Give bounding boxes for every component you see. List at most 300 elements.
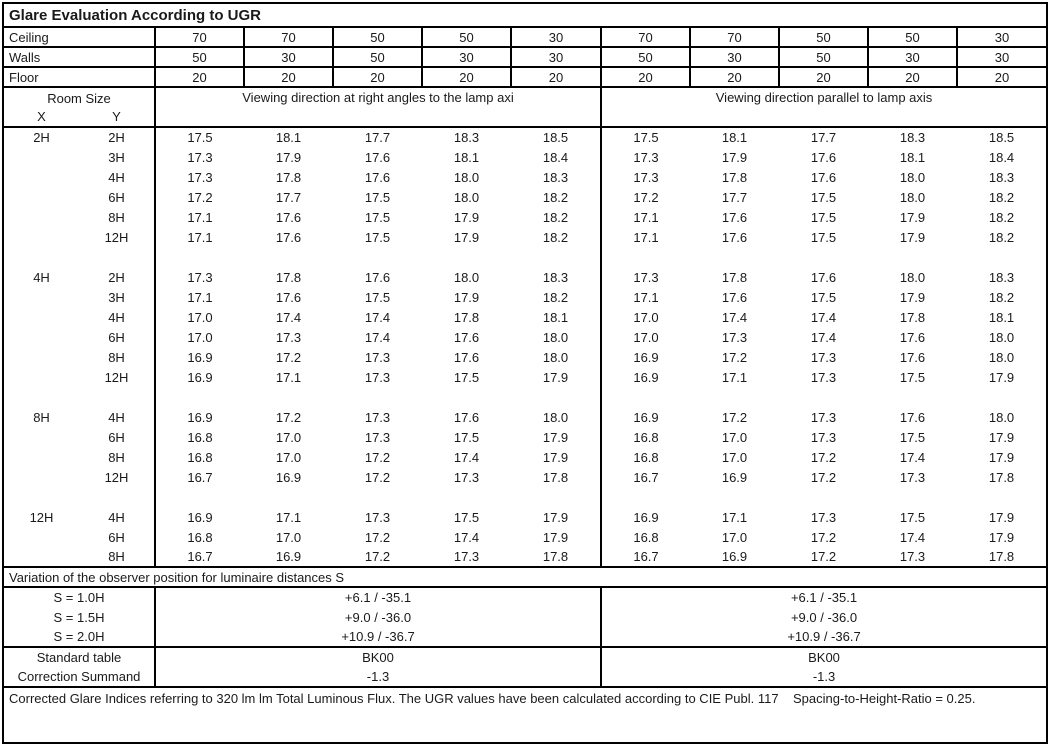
- room-y-label: 4H: [79, 407, 155, 427]
- reflectance-row: [3, 67, 1047, 87]
- spacer-cell: [3, 247, 155, 267]
- ugr-value-cell: 17.3: [810, 409, 837, 425]
- variation-heading-section: [3, 567, 1047, 587]
- ugr-value-cell: 17.8: [453, 309, 480, 325]
- reflectance-value-cell: 70: [601, 27, 690, 47]
- ugr-value-cell: 17.6: [721, 229, 748, 245]
- ugr-value-cell: 17.3: [810, 509, 837, 525]
- ugr-value-cell: 17.0: [633, 329, 659, 345]
- ugr-value-cell: 17.6: [364, 149, 391, 165]
- ugr-value-cell: 16.9: [275, 469, 302, 485]
- ugr-value-cell: 18.2: [988, 189, 1015, 205]
- ugr-value-cell: 17.2: [721, 349, 748, 365]
- ugr-value-cell: 17.9: [899, 229, 926, 245]
- ugr-value-cell: 17.3: [364, 369, 391, 385]
- summary-label: Correction Summand: [3, 667, 155, 687]
- room-y-label: 8H: [79, 547, 155, 567]
- room-x-label: 8H: [33, 409, 50, 425]
- ugr-value-cell: 18.0: [453, 169, 480, 185]
- room-y-label: 6H: [79, 327, 155, 347]
- ugr-value-cell: 17.2: [810, 549, 837, 564]
- ugr-value-cell: 17.9: [988, 369, 1015, 385]
- ugr-value-cell: 17.3: [633, 269, 659, 285]
- ugr-value-cell: 17.9: [275, 149, 302, 165]
- ugr-value-cell: 18.0: [453, 189, 480, 205]
- room-y-label: 4H: [79, 167, 155, 187]
- reflectance-value-cell: 30: [957, 47, 1047, 67]
- ugr-value-cell: 17.1: [633, 209, 659, 225]
- ugr-values-section: [3, 127, 1047, 567]
- room-y-label: 2H: [79, 127, 155, 147]
- ugr-value-cell: 17.5: [364, 289, 391, 305]
- ugr-value-cell: 17.3: [453, 549, 480, 564]
- title-section: [3, 3, 1047, 27]
- summary-value: -1.3: [601, 667, 1047, 687]
- ugr-value-cell: 17.9: [453, 209, 480, 225]
- reflectance-value-cell: 30: [957, 27, 1047, 47]
- ugr-value-cell: 17.3: [187, 169, 213, 185]
- ugr-value-cell: 18.1: [899, 149, 926, 165]
- ugr-value-cell: 17.0: [721, 529, 748, 545]
- reflectance-row: [3, 47, 1047, 67]
- reflectance-value-cell: 50: [333, 47, 422, 67]
- reflectance-value-cell: 20: [690, 67, 779, 87]
- ugr-row: [3, 227, 1047, 247]
- ugr-row: [3, 127, 1047, 147]
- ugr-value-cell: 17.9: [511, 507, 601, 527]
- room-y-label: 6H: [79, 527, 155, 547]
- ugr-value-cell: 17.1: [633, 229, 659, 245]
- spacer-row: [3, 387, 1047, 407]
- page-title: Glare Evaluation According to UGR: [3, 3, 1047, 27]
- reflectance-value-cell: 30: [244, 47, 333, 67]
- room-y-label: 12H: [79, 367, 155, 387]
- ugr-value-cell: 17.2: [633, 189, 659, 205]
- ugr-value-cell: 17.3: [187, 269, 213, 285]
- summary-row: [3, 647, 1047, 667]
- ugr-value-cell: 17.9: [988, 529, 1015, 545]
- ugr-value-cell: 17.0: [275, 529, 302, 545]
- ugr-value-cell: 18.0: [988, 409, 1015, 425]
- ugr-value-cell: 17.6: [364, 169, 391, 185]
- left-section-heading: Viewing direction at right angles to the lamp axi: [155, 87, 601, 127]
- reflectance-value-cell: 70: [244, 27, 333, 47]
- ugr-value-cell: 17.9: [511, 427, 601, 447]
- s-variation-value: +6.1 / -35.1: [155, 587, 601, 607]
- ugr-value-cell: 18.2: [988, 289, 1015, 305]
- room-y-label: 3H: [79, 287, 155, 307]
- ugr-value-cell: 17.3: [364, 349, 391, 365]
- ugr-value-cell: 16.9: [187, 369, 213, 385]
- ugr-value-cell: 17.9: [899, 209, 926, 225]
- ugr-value-cell: 17.3: [187, 149, 213, 165]
- ugr-value-cell: 16.7: [187, 469, 213, 485]
- reflectance-value-cell: 20: [511, 67, 601, 87]
- ugr-row: [3, 467, 1047, 487]
- ugr-value-cell: 17.5: [810, 189, 837, 205]
- summary-label: Standard table: [3, 647, 155, 667]
- room-x-label: [3, 187, 79, 207]
- ugr-value-cell: 17.2: [364, 529, 391, 545]
- ugr-value-cell: 17.1: [187, 289, 213, 305]
- ugr-value-cell: 17.9: [453, 289, 480, 305]
- s-distance-label: S = 1.0H: [3, 587, 155, 607]
- variation-row: [3, 627, 1047, 647]
- ugr-value-cell: 17.9: [511, 367, 601, 387]
- ugr-value-cell: 17.2: [275, 349, 302, 365]
- ugr-value-cell: 17.4: [721, 309, 748, 325]
- room-y-label: 3H: [79, 147, 155, 167]
- ugr-value-cell: 16.8: [187, 449, 213, 465]
- s-variation-value: +10.9 / -36.7: [601, 627, 1047, 647]
- room-x-label: [3, 447, 79, 467]
- ugr-value-cell: 17.0: [187, 329, 213, 345]
- reflectance-value-cell: 20: [244, 67, 333, 87]
- ugr-value-cell: 17.5: [899, 509, 926, 525]
- room-y-label: 12H: [79, 467, 155, 487]
- room-x-label: [3, 367, 79, 387]
- summary-row: [3, 667, 1047, 687]
- s-distance-label: S = 2.0H: [3, 627, 155, 647]
- reflectance-value-cell: 20: [155, 67, 244, 87]
- ugr-value-cell: 17.8: [988, 469, 1015, 485]
- ugr-value-cell: 17.5: [810, 289, 837, 305]
- ugr-value-cell: 18.0: [899, 169, 926, 185]
- ugr-value-cell: 18.1: [511, 307, 601, 327]
- ugr-row: [3, 307, 1047, 327]
- room-y-label: 6H: [79, 427, 155, 447]
- reflectance-row: [3, 27, 1047, 47]
- reflectance-row-label: Floor: [3, 67, 155, 87]
- ugr-row: [3, 327, 1047, 347]
- reflectance-value-cell: 50: [333, 27, 422, 47]
- reflectance-value-cell: 50: [868, 27, 957, 47]
- ugr-value-cell: 17.4: [899, 449, 926, 465]
- spacer-cell: [155, 487, 601, 507]
- ugr-value-cell: 18.2: [511, 207, 601, 227]
- room-x-label: [3, 167, 79, 187]
- reflectance-value-cell: 20: [422, 67, 511, 87]
- ugr-row: [3, 367, 1047, 387]
- reflectance-row-label: Ceiling: [3, 27, 155, 47]
- ugr-value-cell: 17.6: [453, 409, 480, 425]
- ugr-value-cell: 18.4: [511, 147, 601, 167]
- variation-row: [3, 587, 1047, 607]
- ugr-value-cell: 17.3: [633, 169, 659, 185]
- ugr-value-cell: 16.7: [187, 549, 213, 564]
- ugr-value-cell: 17.1: [187, 209, 213, 225]
- ugr-value-cell: 17.2: [187, 189, 213, 205]
- reflectance-value-cell: 20: [333, 67, 422, 87]
- ugr-value-cell: 16.7: [633, 469, 659, 485]
- reflectance-value-cell: 30: [690, 47, 779, 67]
- spacer-cell: [3, 487, 155, 507]
- ugr-value-cell: 17.1: [275, 369, 302, 385]
- ugr-value-cell: 17.3: [810, 349, 837, 365]
- ugr-value-cell: 17.5: [364, 229, 391, 245]
- ugr-value-cell: 17.3: [899, 549, 926, 564]
- ugr-value-cell: 18.2: [988, 229, 1015, 245]
- ugr-value-cell: 16.9: [187, 509, 213, 525]
- ugr-value-cell: 16.8: [187, 429, 213, 445]
- ugr-value-cell: 18.0: [511, 407, 601, 427]
- reflectance-value-cell: 50: [601, 47, 690, 67]
- ugr-value-cell: 17.5: [899, 429, 926, 445]
- ugr-value-cell: 17.5: [364, 209, 391, 225]
- ugr-row: [3, 167, 1047, 187]
- room-y-label: 12H: [79, 227, 155, 247]
- room-x-label: [3, 307, 79, 327]
- ugr-value-cell: 17.7: [364, 130, 391, 145]
- ugr-row: [3, 447, 1047, 467]
- ugr-value-cell: 16.8: [633, 449, 659, 465]
- ugr-value-cell: 17.2: [721, 409, 748, 425]
- ugr-value-cell: 17.0: [275, 449, 302, 465]
- ugr-value-cell: 18.3: [511, 267, 601, 287]
- room-y-label: 4H: [79, 507, 155, 527]
- ugr-value-cell: 17.9: [988, 449, 1015, 465]
- ugr-value-cell: 18.2: [511, 287, 601, 307]
- ugr-value-cell: 17.4: [275, 309, 302, 325]
- ugr-value-cell: 17.5: [453, 509, 480, 525]
- ugr-value-cell: 18.0: [988, 349, 1015, 365]
- ugr-value-cell: 17.6: [275, 289, 302, 305]
- ugr-value-cell: 17.8: [899, 309, 926, 325]
- ugr-value-cell: 17.1: [187, 229, 213, 245]
- variation-values-section: [3, 587, 1047, 647]
- ugr-value-cell: 18.5: [511, 127, 601, 147]
- ugr-value-cell: 17.8: [721, 269, 748, 285]
- ugr-value-cell: 17.5: [810, 229, 837, 245]
- ugr-value-cell: 17.3: [364, 429, 391, 445]
- reflectance-row-label: Walls: [3, 47, 155, 67]
- ugr-value-cell: 17.9: [721, 149, 748, 165]
- ugr-value-cell: 17.6: [810, 269, 837, 285]
- reflectance-value-cell: 50: [422, 27, 511, 47]
- ugr-value-cell: 18.0: [899, 269, 926, 285]
- ugr-value-cell: 17.3: [275, 329, 302, 345]
- reflectance-value-cell: 30: [868, 47, 957, 67]
- ugr-value-cell: 18.0: [511, 347, 601, 367]
- room-x-label: [3, 547, 79, 567]
- reflectance-value-cell: 50: [155, 47, 244, 67]
- s-distance-label: S = 1.5H: [3, 607, 155, 627]
- ugr-value-cell: 17.3: [364, 409, 391, 425]
- ugr-value-cell: 16.9: [633, 349, 659, 365]
- ugr-value-cell: 17.2: [364, 449, 391, 465]
- spacer-cell: [601, 387, 1047, 407]
- ugr-value-cell: 18.0: [899, 189, 926, 205]
- reflectance-value-cell: 50: [779, 27, 868, 47]
- ugr-value-cell: 18.0: [988, 329, 1015, 345]
- ugr-value-cell: 18.0: [511, 327, 601, 347]
- reflectance-value-cell: 20: [779, 67, 868, 87]
- ugr-value-cell: 17.1: [721, 509, 748, 525]
- reflectance-value-cell: 20: [957, 67, 1047, 87]
- room-y-label: 8H: [79, 347, 155, 367]
- footer-row: [3, 687, 1047, 743]
- ugr-value-cell: 16.7: [633, 549, 659, 564]
- ugr-value-cell: 17.0: [721, 449, 748, 465]
- ugr-value-cell: 17.0: [633, 309, 659, 325]
- ugr-value-cell: 18.3: [453, 130, 480, 145]
- ugr-value-cell: 16.9: [633, 369, 659, 385]
- ugr-value-cell: 17.2: [364, 549, 391, 564]
- ugr-value-cell: 18.4: [988, 149, 1015, 165]
- ugr-value-cell: 18.1: [275, 130, 302, 145]
- spacer-cell: [155, 387, 601, 407]
- ugr-value-cell: 18.1: [721, 130, 748, 145]
- ugr-value-cell: 17.6: [721, 289, 748, 305]
- ugr-value-cell: 18.2: [988, 209, 1015, 225]
- ugr-value-cell: 18.3: [899, 130, 926, 145]
- room-x-label: [3, 227, 79, 247]
- ugr-value-cell: 17.7: [275, 189, 302, 205]
- ugr-row: [3, 427, 1047, 447]
- spacer-row: [3, 247, 1047, 267]
- ugr-value-cell: 18.5: [988, 130, 1015, 145]
- reflectance-value-cell: 70: [155, 27, 244, 47]
- ugr-value-cell: 17.8: [721, 169, 748, 185]
- ugr-value-cell: 17.9: [511, 527, 601, 547]
- ugr-value-cell: 16.8: [633, 529, 659, 545]
- ugr-value-cell: 16.9: [633, 509, 659, 525]
- title-row: [3, 3, 1047, 27]
- ugr-value-cell: 17.3: [810, 369, 837, 385]
- ugr-value-cell: 16.9: [187, 409, 213, 425]
- summary-section: [3, 647, 1047, 687]
- reflectance-value-cell: 50: [779, 47, 868, 67]
- ugr-value-cell: 17.8: [275, 169, 302, 185]
- ugr-value-cell: 17.4: [453, 449, 480, 465]
- ugr-value-cell: 18.1: [988, 309, 1015, 325]
- room-y-label: 6H: [79, 187, 155, 207]
- ugr-value-cell: 17.2: [810, 449, 837, 465]
- ugr-value-cell: 17.5: [810, 209, 837, 225]
- ugr-value-cell: 17.6: [275, 229, 302, 245]
- ugr-value-cell: 17.2: [364, 469, 391, 485]
- room-x-label: [3, 287, 79, 307]
- ugr-value-cell: 18.2: [511, 187, 601, 207]
- room-y-label: 8H: [79, 207, 155, 227]
- room-y-label: 2H: [79, 267, 155, 287]
- ugr-value-cell: 17.6: [721, 209, 748, 225]
- ugr-row: [3, 267, 1047, 287]
- ugr-value-cell: 16.9: [721, 469, 748, 485]
- ugr-value-cell: 17.0: [721, 429, 748, 445]
- ugr-value-cell: 18.3: [988, 269, 1015, 285]
- ugr-value-cell: 18.3: [988, 169, 1015, 185]
- ugr-value-cell: 17.6: [275, 209, 302, 225]
- ugr-value-cell: 17.1: [275, 509, 302, 525]
- ugr-value-cell: 17.9: [988, 429, 1015, 445]
- ugr-value-cell: 17.1: [633, 289, 659, 305]
- room-x-label: 4H: [33, 269, 50, 285]
- ugr-value-cell: 17.0: [275, 429, 302, 445]
- ugr-value-cell: 17.9: [899, 289, 926, 305]
- ugr-value-cell: 17.8: [511, 547, 601, 567]
- ugr-value-cell: 17.6: [810, 149, 837, 165]
- ugr-row: [3, 147, 1047, 167]
- ugr-value-cell: 16.9: [721, 549, 748, 564]
- ugr-value-cell: 17.4: [810, 329, 837, 345]
- ugr-row: [3, 407, 1047, 427]
- ugr-value-cell: 17.5: [453, 369, 480, 385]
- ugr-value-cell: 17.6: [810, 169, 837, 185]
- reflectance-value-cell: 70: [690, 27, 779, 47]
- ugr-value-cell: 17.4: [453, 529, 480, 545]
- ugr-value-cell: 18.0: [453, 269, 480, 285]
- room-x-label: [3, 207, 79, 227]
- ugr-value-cell: 17.3: [633, 149, 659, 165]
- ugr-value-cell: 17.4: [810, 309, 837, 325]
- ugr-value-cell: 17.3: [364, 509, 391, 525]
- ugr-value-cell: 16.9: [275, 549, 302, 564]
- ugr-value-cell: 17.8: [988, 549, 1015, 564]
- ugr-value-cell: 17.4: [364, 309, 391, 325]
- ugr-value-cell: 17.2: [275, 409, 302, 425]
- ugr-value-cell: 18.3: [511, 167, 601, 187]
- room-x-label: 12H: [29, 509, 54, 525]
- footer-section: [3, 687, 1047, 743]
- ugr-value-cell: 16.9: [633, 409, 659, 425]
- spacer-cell: [601, 247, 1047, 267]
- summary-value: -1.3: [155, 667, 601, 687]
- ugr-value-cell: 17.9: [988, 509, 1015, 525]
- spacer-cell: [155, 247, 601, 267]
- room-x-label: [3, 147, 79, 167]
- ugr-value-cell: 17.3: [899, 469, 926, 485]
- room-size-label: Room Size: [3, 87, 155, 107]
- reflectance-value-cell: 20: [868, 67, 957, 87]
- room-x-label: [3, 427, 79, 447]
- ugr-value-cell: 16.9: [187, 349, 213, 365]
- right-section-heading: Viewing direction parallel to lamp axis: [601, 87, 1047, 127]
- ugr-value-cell: 17.3: [721, 329, 748, 345]
- summary-value: BK00: [808, 650, 840, 665]
- variation-heading-row: [3, 567, 1047, 587]
- ugr-table: [2, 2, 1048, 744]
- s-variation-value: +9.0 / -36.0: [155, 607, 601, 627]
- room-x-label: 2H: [33, 130, 50, 145]
- reflectance-value-cell: 30: [511, 47, 601, 67]
- ugr-value-cell: 17.9: [453, 229, 480, 245]
- ugr-value-cell: 17.5: [633, 130, 659, 145]
- ugr-value-cell: 17.4: [899, 529, 926, 545]
- spacer-row: [3, 487, 1047, 507]
- room-x-label: [3, 527, 79, 547]
- ugr-value-cell: 17.3: [453, 469, 480, 485]
- ugr-row: [3, 547, 1047, 567]
- ugr-value-cell: 18.2: [511, 227, 601, 247]
- ugr-value-cell: 17.5: [187, 130, 213, 145]
- reflectance-value-cell: 30: [511, 27, 601, 47]
- ugr-row: [3, 287, 1047, 307]
- room-x-label: [3, 347, 79, 367]
- footer-note: Corrected Glare Indices referring to 320 lm lm Total Luminous Flux. The UGR values have been calculated according to CIE Publ. 117 Spacing-to-Height-Ratio = 0.25.: [9, 691, 976, 706]
- header-row-1: [3, 87, 1047, 107]
- s-variation-value: +10.9 / -36.7: [155, 627, 601, 647]
- ugr-row: [3, 187, 1047, 207]
- ugr-value-cell: 16.8: [187, 529, 213, 545]
- variation-heading: Variation of the observer position for luminaire distances S: [3, 567, 1047, 587]
- ugr-value-cell: 17.6: [453, 329, 480, 345]
- s-variation-value: +9.0 / -36.0: [790, 609, 858, 625]
- ugr-value-cell: 17.4: [364, 329, 391, 345]
- ugr-value-cell: 17.5: [364, 189, 391, 205]
- y-col-header: Y: [79, 107, 155, 127]
- ugr-value-cell: 17.6: [899, 329, 926, 345]
